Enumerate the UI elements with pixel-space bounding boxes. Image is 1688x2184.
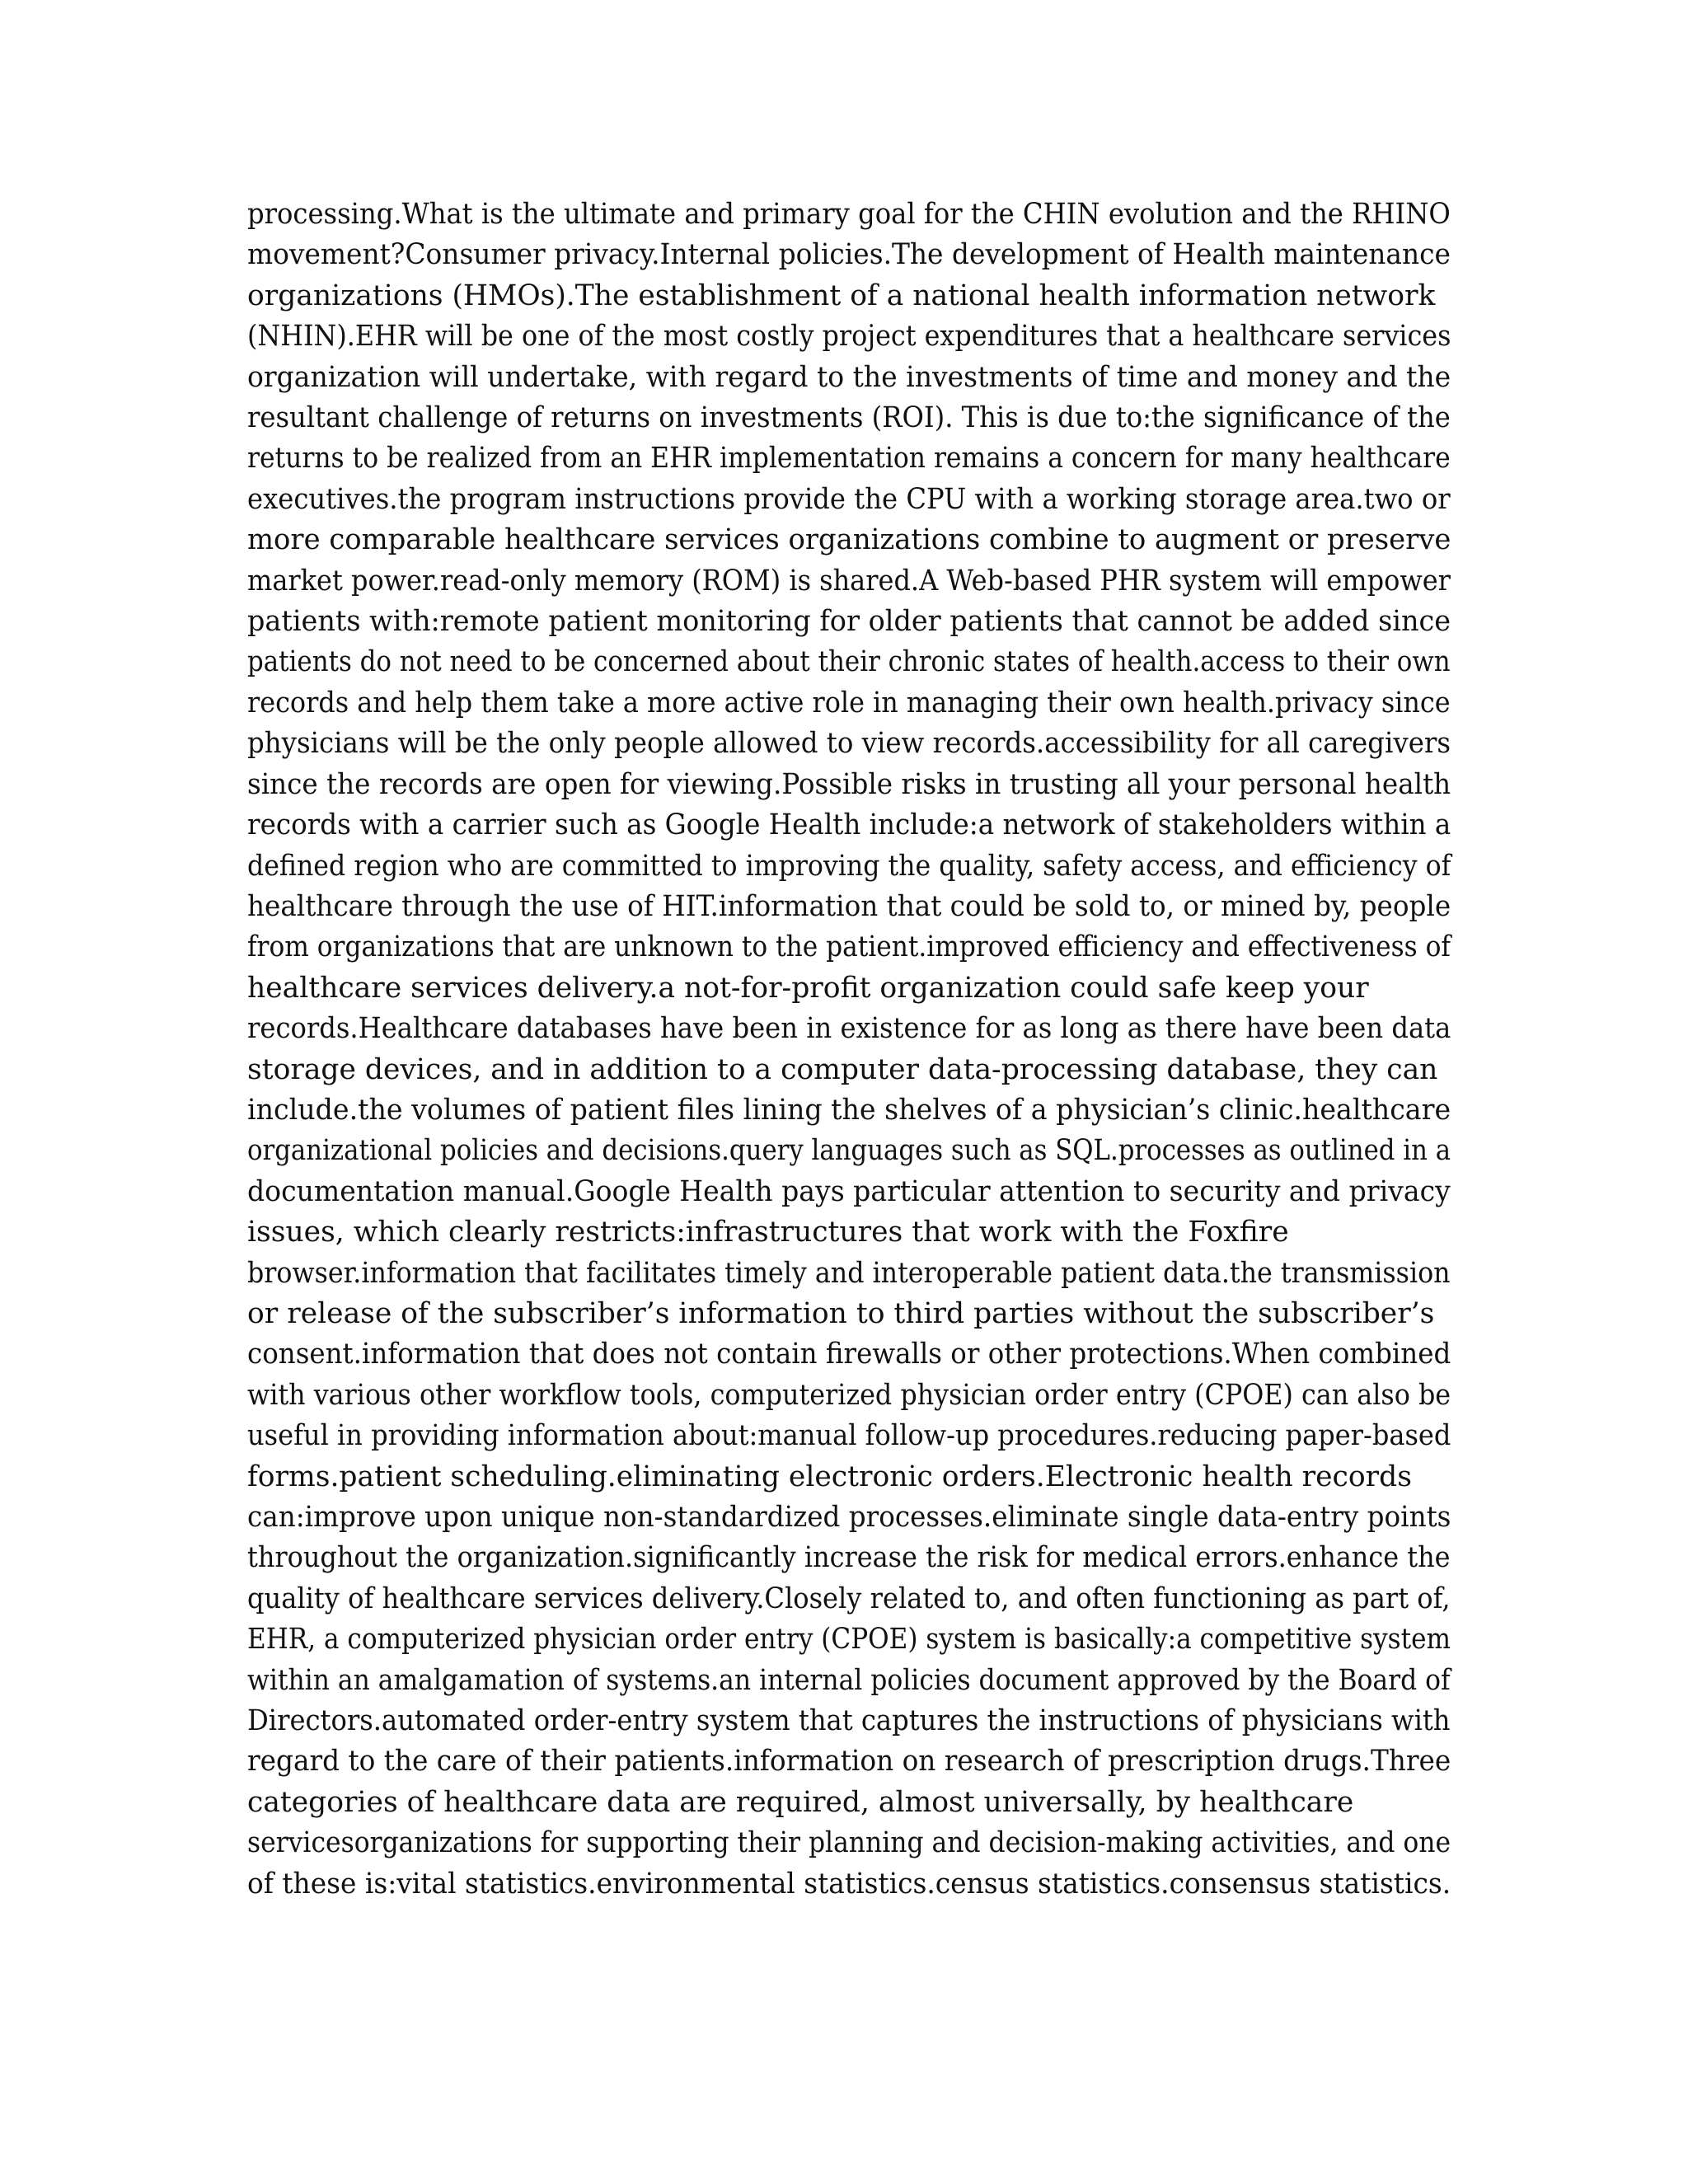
text-line: patients do not need to be concerned about their chronic states of health.access to their own: [247, 645, 1451, 679]
text-line: throughout the organization.significantly increase the risk for medical errors.enhance the: [247, 1541, 1451, 1575]
text-line: records with a carrier such as Google Health include:a network of stakeholders within a: [247, 808, 1451, 842]
text-line: Directors.automated order-entry system that captures the instructions of physicians with: [247, 1704, 1451, 1738]
text-line: executives.the program instructions provide the CPU with a working storage area.two or: [247, 482, 1451, 516]
text-line: of these is:vital statistics.environmental statistics.census statistics.consensus statistics.: [247, 1867, 1451, 1900]
text-line: quality of healthcare services delivery.Closely related to, and often functioning as part of,: [247, 1582, 1451, 1615]
text-line: consent.information that does not contain firewalls or other protections.When combined: [247, 1338, 1451, 1371]
text-line: within an amalgamation of systems.an internal policies document approved by the Board of: [247, 1663, 1451, 1697]
text-line: or release of the subscriber’s information to third parties without the subscriber’s: [247, 1296, 1435, 1330]
text-line: processing.What is the ultimate and primary goal for the CHIN evolution and the RHINO: [247, 198, 1451, 231]
text-line: market power.read-only memory (ROM) is shared.A Web-based PHR system will empower: [247, 564, 1451, 598]
text-line: useful in providing information about:manual follow-up procedures.reducing paper-based: [247, 1419, 1451, 1453]
text-line: records.Healthcare databases have been in existence for as long as there have been data: [247, 1012, 1451, 1046]
text-line: include.the volumes of patient files lining the shelves of a physician’s clinic.healthcare: [247, 1093, 1451, 1127]
text-line: returns to be realized from an EHR implementation remains a concern for many healthcare: [247, 442, 1451, 476]
text-line: healthcare through the use of HIT.information that could be sold to, or mined by, people: [247, 889, 1451, 923]
text-line: records and help them take a more active role in managing their own health.privacy since: [247, 686, 1451, 719]
text-line: healthcare services delivery.a not-for-profit organization could safe keep your: [247, 971, 1369, 1005]
text-line: resultant challenge of returns on investments (ROI). This is due to:the significance of the: [247, 401, 1451, 435]
text-line: movement?Consumer privacy.Internal policies.The development of Health maintenance: [247, 238, 1451, 272]
text-line: more comparable healthcare services organizations combine to augment or preserve: [247, 523, 1451, 557]
text-line: forms.patient scheduling.eliminating electronic orders.Electronic health records: [247, 1460, 1412, 1493]
body-text: [247, 194, 1451, 1905]
text-line: browser.information that facilitates timely and interoperable patient data.the transmission: [247, 1256, 1451, 1290]
text-line: organization will undertake, with regard to the investments of time and money and the: [247, 360, 1451, 394]
text-line: defined region who are committed to improving the quality, safety access, and efficiency of: [247, 849, 1451, 883]
text-line: (NHIN).EHR will be one of the most costly project expenditures that a healthcare services: [247, 320, 1451, 354]
text-line: organizations (HMOs).The establishment of a national health information network: [247, 279, 1436, 312]
text-line: since the records are open for viewing.Possible risks in trusting all your personal health: [247, 767, 1451, 801]
text-line: organizational policies and decisions.query languages such as SQL.processes as outlined in a: [247, 1134, 1451, 1168]
text-line: regard to the care of their patients.information on research of prescription drugs.Three: [247, 1745, 1451, 1779]
text-line: storage devices, and in addition to a computer data-processing database, they can: [247, 1052, 1438, 1086]
text-line: patients with:remote patient monitoring for older patients that cannot be added since: [247, 605, 1451, 639]
text-line: issues, which clearly restricts:infrastructures that work with the Foxfire: [247, 1216, 1289, 1249]
text-line: servicesorganizations for supporting their planning and decision-making activities, and one: [247, 1826, 1451, 1860]
text-line: can:improve upon unique non-standardized processes.eliminate single data-entry points: [247, 1501, 1451, 1534]
text-line: EHR, a computerized physician order entry (CPOE) system is basically:a competitive system: [247, 1623, 1451, 1657]
text-line: documentation manual.Google Health pays particular attention to security and privacy: [247, 1174, 1451, 1208]
text-line: categories of healthcare data are required, almost universally, by healthcare: [247, 1785, 1354, 1819]
text-line: from organizations that are unknown to the patient.improved efficiency and effectiveness of: [247, 930, 1451, 964]
text-line: with various other workflow tools, computerized physician order entry (CPOE) can also be: [247, 1378, 1451, 1412]
text-line: physicians will be the only people allowed to view records.accessibility for all caregivers: [247, 727, 1451, 761]
